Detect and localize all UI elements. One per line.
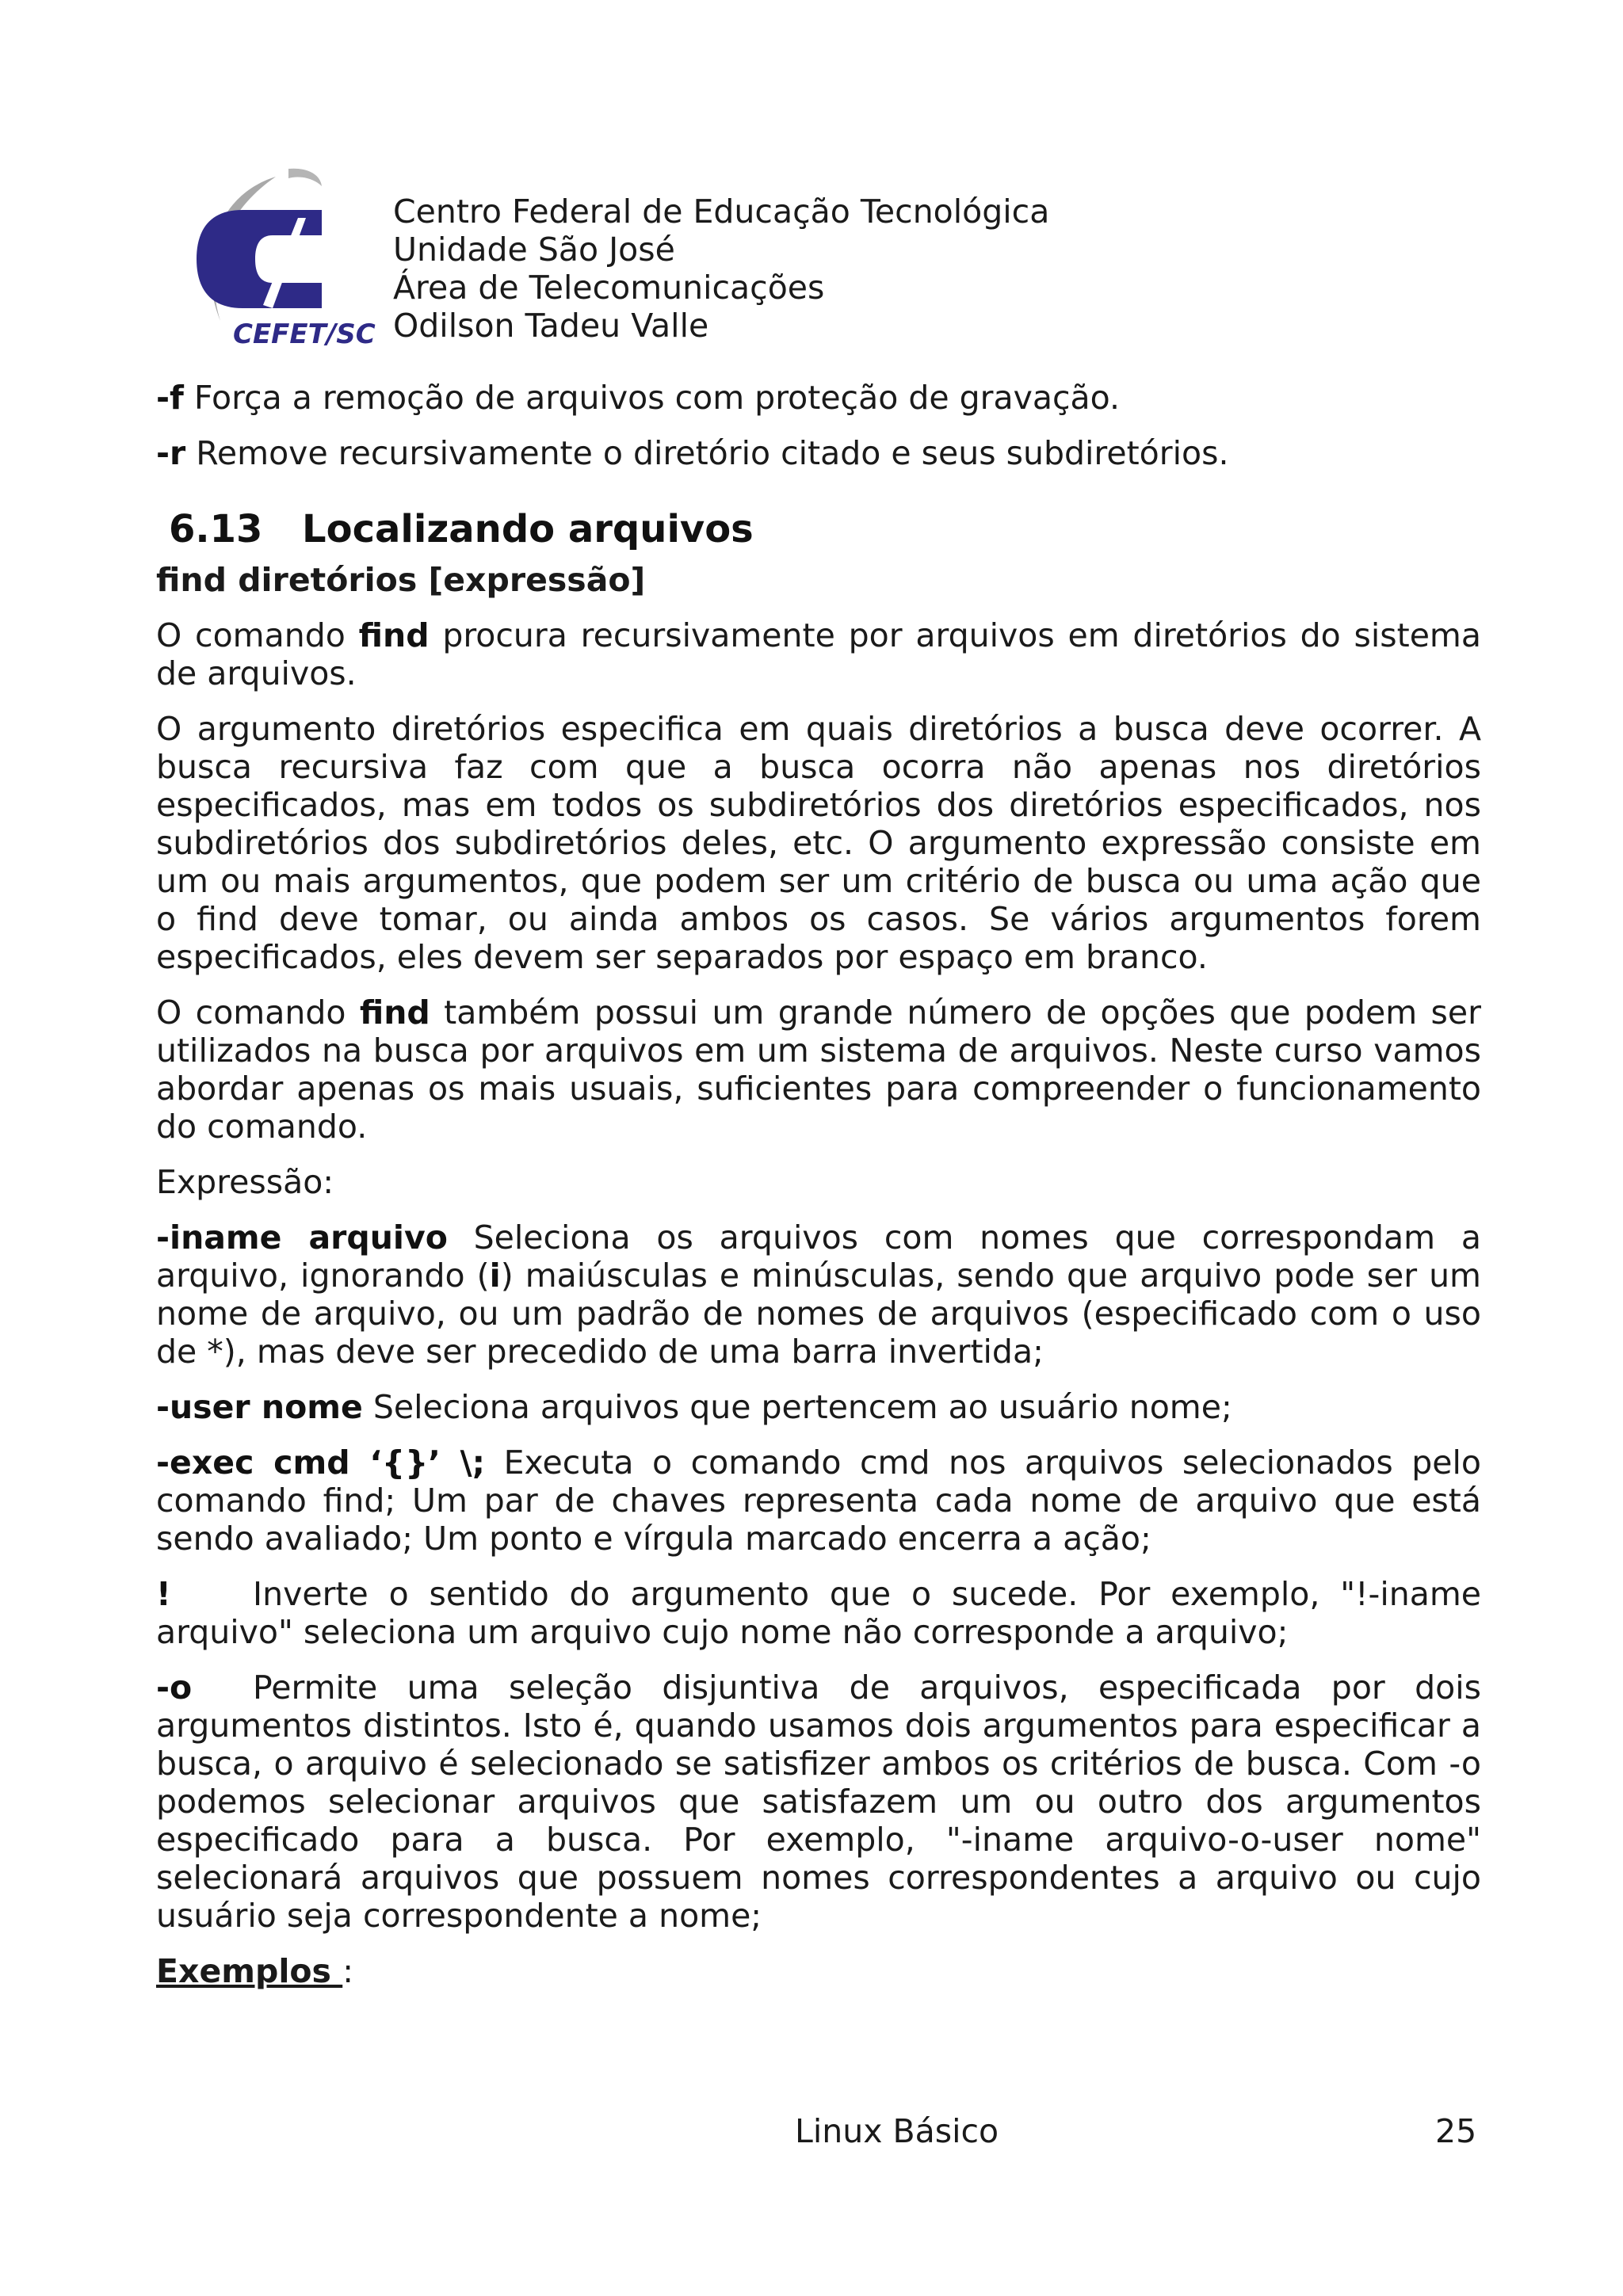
text-run: também possui um grande número de opções que podem ser utilizados na busca por arquivos em um sistema de arquivos. Neste curso vamos abordar apenas os mais usuais, suficientes para compreender o funcionamento do comando. <box>156 994 1481 1146</box>
text-run: ) maiúsculas e minúsculas, sendo que arquivo pode ser um nome de arquivo, ou um padrão de nomes de arquivos (especificado com o uso de *), mas deve ser precedido de uma barra invertida; <box>156 1257 1481 1371</box>
footer-title: Linux Básico <box>795 2112 999 2150</box>
option-flag: -r <box>156 434 186 472</box>
option-flag: -f <box>156 379 184 417</box>
option-text: Remove recursivamente o diretório citado e seus subdiretórios. <box>185 434 1229 472</box>
option-text: Força a remoção de arquivos com proteção de gravação. <box>183 379 1121 417</box>
text-run: Seleciona os arquivos com nomes que correspondam a arquivo, ignorando ( <box>156 1219 1481 1295</box>
text-run: O comando <box>156 994 360 1032</box>
text-run: Permite uma seleção disjuntiva de arquivos, especificada por dois argumentos distintos. Isto é, quando usamos dois argumentos para especificar a busca, o arquivo é selecionado se satisfizer ambos os critérios de busca. Com -o podemos selecionar arquivos que satisfazem um ou outro dos argumentos especificado para a busca. Por exemplo, "-iname arquivo-o-user nome" selecionará arquivos que possuem nomes correspondentes a arquivo ou cujo usuário seja correspondente a nome; <box>156 1669 1481 1935</box>
institution-name: Centro Federal de Educação Tecnológica <box>393 193 1050 231</box>
paragraph-find-intro <box>156 616 1481 692</box>
author-name: Odilson Tadeu Valle <box>393 307 709 345</box>
option-or <box>156 1669 1481 1935</box>
command-name: find <box>359 994 430 1032</box>
text-run: O comando <box>156 616 359 654</box>
option-flag: -user nome <box>156 1388 363 1426</box>
paragraph-arguments: O argumento diretórios especifica em quais diretórios a busca deve ocorrer. A busca recursiva faz com que a busca ocorra não apenas nos diretórios especificados, mas em todos os subdiretórios dos diretórios especificados, nos subdiretórios dos subdiretórios deles, etc. O argumento expressão consiste em um ou mais argumentos, que podem ser um critério de busca ou uma ação que o find deve tomar, ou ainda ambos os casos. Se vários argumentos forem especificados, eles devem ser separados por espaço em branco. <box>156 710 1481 976</box>
option-flag: -iname arquivo <box>156 1219 448 1257</box>
text-run: Inverte o sentido do argumento que o sucede. Por exemplo, "!-iname arquivo" seleciona um arquivo cujo nome não corresponde a arquivo; <box>156 1575 1481 1651</box>
examples-colon: : <box>342 1952 354 1990</box>
cefet-logo <box>187 162 377 353</box>
option-iname <box>156 1219 1481 1371</box>
examples-label: Exemplos <box>156 1952 343 1990</box>
text-run: Executa o comando cmd nos arquivos selecionados pelo comando find; Um par de chaves representa cada nome de arquivo que está sendo avaliado; Um ponto e vírgula marcado encerra a ação; <box>156 1444 1481 1558</box>
area-name: Área de Telecomunicações <box>393 269 825 307</box>
page-content <box>156 379 1481 2008</box>
command-syntax: find diretórios [expressão] <box>156 561 646 599</box>
option-user <box>156 1388 1481 1426</box>
option-r <box>156 434 1481 472</box>
text-run-bold: i <box>489 1257 501 1295</box>
command-name: find <box>358 616 430 654</box>
text-run: Seleciona arquivos que pertencem ao usuário nome; <box>362 1388 1232 1426</box>
section-heading <box>169 505 1481 553</box>
paragraph-options <box>156 994 1481 1146</box>
section-title: Localizando arquivos <box>302 507 754 551</box>
expression-label: Expressão: <box>156 1163 334 1201</box>
section-number: 6.13 <box>169 507 263 551</box>
institution-lines <box>393 193 1049 345</box>
logo-text: CEFET/SC <box>233 318 376 350</box>
unit-name: Unidade São José <box>393 231 675 269</box>
page-number: 25 <box>1435 2112 1477 2150</box>
option-exec <box>156 1444 1481 1558</box>
examples-heading <box>156 1952 1481 1990</box>
page-header <box>187 162 1138 353</box>
option-f <box>156 379 1481 417</box>
option-flag: -o <box>156 1669 193 1707</box>
option-not <box>156 1575 1481 1651</box>
option-flag: -exec cmd ‘{}’ \; <box>156 1444 486 1482</box>
text-run: procura recursivamente por arquivos em diretórios do sistema de arquivos. <box>156 616 1481 692</box>
option-flag: ! <box>156 1575 171 1613</box>
